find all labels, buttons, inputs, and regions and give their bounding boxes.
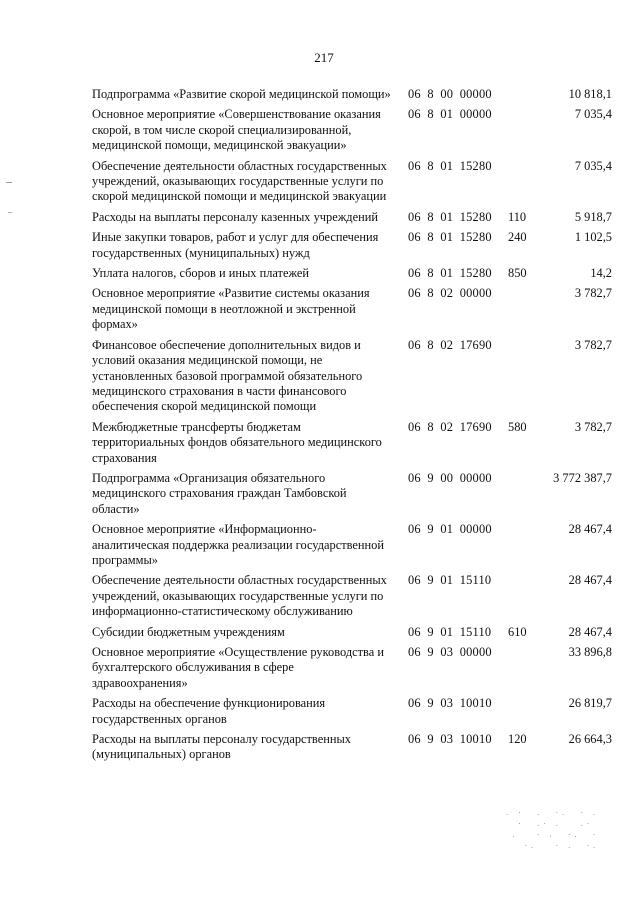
row-amount: 3 782,7 <box>574 286 612 301</box>
table-row <box>92 625 612 640</box>
table-row <box>92 286 612 332</box>
row-code: 06 9 03 00000 <box>408 645 492 659</box>
scan-artifact <box>8 212 12 213</box>
row-amount: 26 664,3 <box>568 732 612 747</box>
row-code: 06 9 03 10010 <box>408 696 492 711</box>
row-code: 06 8 01 15280 <box>408 209 492 224</box>
row-expense-type: 120 <box>508 732 527 747</box>
row-amount: 1 102,5 <box>574 230 612 245</box>
table-row <box>92 87 612 102</box>
row-amount: 3 772 387,7 <box>553 470 612 485</box>
row-code: 06 8 02 00000 <box>408 286 492 301</box>
row-description: Основное мероприятие «Осуществление руководства и бухгалтерского обслуживания в сфере здравоохранения» <box>92 645 384 690</box>
row-description: Основное мероприятие «Развитие системы оказания медицинской помощи в неотложной и экстренной формах» <box>92 286 370 332</box>
row-amount: 14,2 <box>590 266 612 281</box>
row-description: Уплата налогов, сборов и иных платежей <box>92 266 310 281</box>
row-description: Финансовое обеспечение дополнительных видов и условий оказания медицинской помощи, не установленных базовой программой обязательного медицинского страхования в части финансового обеспечения скорой медицинской помощи <box>92 337 363 414</box>
row-description: Субсидии бюджетным учреждениям <box>92 624 285 639</box>
table-row <box>92 522 612 568</box>
row-expense-type: 240 <box>508 230 527 245</box>
row-description: Подпрограмма «Развитие скорой медицинской помощи» <box>92 87 391 101</box>
table-row <box>92 645 612 691</box>
row-amount: 28 467,4 <box>568 522 612 537</box>
row-expense-type: 610 <box>508 624 527 639</box>
row-amount: 7 035,4 <box>574 107 612 122</box>
table-row <box>92 420 612 466</box>
row-description: Обеспечение деятельности областных государственных учреждений, оказывающих государственные услуги по скорой медицинской помощи и медицинской эвакуации <box>92 158 387 204</box>
budget-table <box>92 87 612 768</box>
row-amount: 26 819,7 <box>568 696 612 711</box>
row-description: Основное мероприятие «Информационно-аналитическая поддержка реализации государственной программы» <box>92 522 384 567</box>
row-description: Подпрограмма «Организация обязательного медицинского страхования граждан Тамбовской области» <box>92 470 347 516</box>
row-code: 06 8 01 15280 <box>408 158 492 173</box>
row-code: 06 8 01 15280 <box>408 266 492 281</box>
row-expense-type: 110 <box>508 209 527 224</box>
row-amount: 3 782,7 <box>574 419 612 434</box>
row-code: 06 8 00 00000 <box>408 87 492 101</box>
table-row <box>92 471 612 517</box>
table-row <box>92 732 612 763</box>
row-description: Основное мероприятие «Совершенствование оказания скорой, в том числе скорой специализированной, медицинской помощи, медицинской эвакуации» <box>92 107 381 153</box>
table-row <box>92 159 612 205</box>
row-code: 06 8 02 17690 <box>408 337 492 352</box>
row-amount: 5 918,7 <box>574 209 612 224</box>
row-amount: 28 467,4 <box>568 573 612 588</box>
row-amount: 10 818,1 <box>568 87 612 101</box>
row-code: 06 9 00 00000 <box>408 470 492 485</box>
row-code: 06 9 01 15110 <box>408 573 492 588</box>
row-description: Расходы на выплаты персоналу казенных учреждений <box>92 209 378 224</box>
row-description: Расходы на обеспечение функционирования государственных органов <box>92 696 326 726</box>
table-row <box>92 230 612 261</box>
table-row <box>92 107 612 153</box>
row-expense-type: 580 <box>508 419 527 434</box>
scan-noise: . · . ·. · . · .· . .· . · . ·. · ·. · . ·. <box>505 809 599 850</box>
table-row <box>92 210 612 225</box>
row-description: Межбюджетные трансферты бюджетам территориальных фондов обязательного медицинского страхования <box>92 419 382 465</box>
row-code: 06 8 01 00000 <box>408 107 492 122</box>
row-description: Расходы на выплаты персоналу государственных (муниципальных) органов <box>92 732 351 762</box>
row-code: 06 9 03 10010 <box>408 732 492 747</box>
row-amount: 7 035,4 <box>574 158 612 173</box>
row-amount: 28 467,4 <box>568 624 612 639</box>
row-code: 06 8 02 17690 <box>408 419 492 434</box>
row-amount: 33 896,8 <box>568 645 612 659</box>
row-code: 06 9 01 00000 <box>408 522 492 537</box>
row-amount: 3 782,7 <box>574 337 612 352</box>
table-row <box>92 266 612 281</box>
row-code: 06 9 01 15110 <box>408 624 492 639</box>
scan-artifact <box>6 182 12 183</box>
row-description: Иные закупки товаров, работ и услуг для обеспечения государственных (муниципальных) нужд <box>92 230 379 260</box>
row-description: Обеспечение деятельности областных государственных учреждений, оказывающих государственные услуги по информационно-статистическому обслуживанию <box>92 573 387 619</box>
table-row <box>92 696 612 727</box>
row-code: 06 8 01 15280 <box>408 230 492 245</box>
table-row <box>92 338 612 415</box>
page-number: 217 <box>314 50 334 65</box>
row-expense-type: 850 <box>508 266 527 281</box>
table-row <box>92 573 612 619</box>
